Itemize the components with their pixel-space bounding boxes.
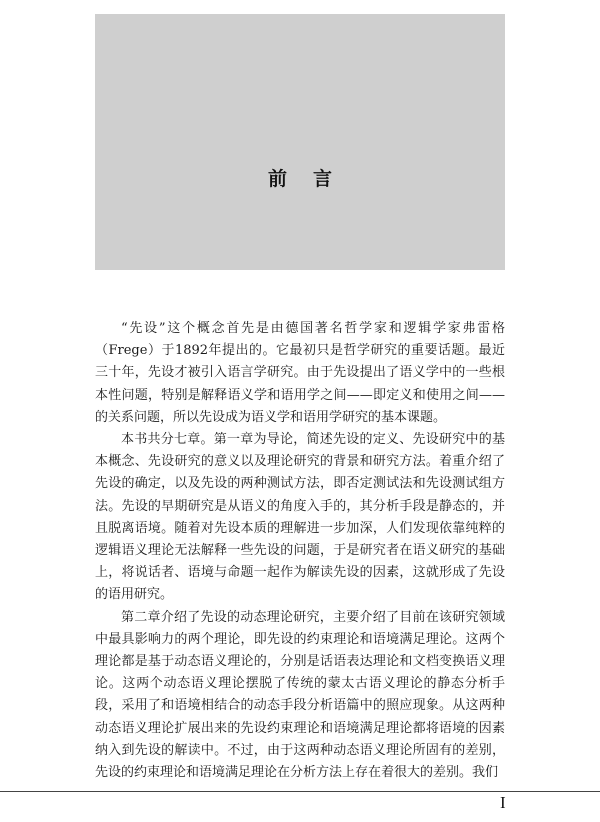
page-number: I <box>500 793 506 812</box>
body-text <box>95 318 505 784</box>
chapter-title: 前言 <box>267 168 358 190</box>
chapter-header-block <box>95 14 505 270</box>
paragraph-3: 第二章介绍了先设的动态理论研究，主要介绍了目前在该研究领域中最具影响力的两个理论，即先设的约束理论和语境满足理论。这两个理论都是基于动态语义理论的，分别是话语表达理论和文档变换语义理论。这两个动态语义理论摆脱了传统的蒙太古语义理论的静态分析手段，采用了和语境相结合的动态手段分析语篇中的照应现象。从这两种动态语义理论扩展出来的先设约束理论和语境满足理论都将语境的因素纳入到先设的解读中。不过，由于这两种动态语义理论所固有的差别，先设的约束理论和语境满足理论在分析方法上存在着很大的差别。我们 <box>95 609 505 781</box>
paragraph-2: 本书共分七章。第一章为导论，简述先设的定义、先设研究中的基本概念、先设研究的意义以及理论研究的背景和研究方法。着重介绍了先设的确定，以及先设的两种测试方法，即否定测试法和先设测试组方法。先设的早期研究是从语义的角度入手的，其分析手段是静态的，并且脱离语境。随着对先设本质的理解进一步加深，人们发现依靠纯粹的逻辑语义理论无法解释一些先设的问题，于是研究者在语义研究的基础上，将说话者、语境与命题一起作为解读先设的因素，这就形成了先设的语用研究。 <box>95 432 505 603</box>
paragraph-1: “先设”这个概念首先是由德国著名哲学家和逻辑学家弗雷格（Frege）于1892年提出的。它最初只是哲学研究的重要话题。最近三十年，先设才被引入语言学研究。由于先设提出了语义学中的一些根本性问题，特别是解释语义学和语用学之间——即定义和使用之间——的关系问题，所以先设成为语义学和语用学研究的基本课题。 <box>95 321 505 425</box>
